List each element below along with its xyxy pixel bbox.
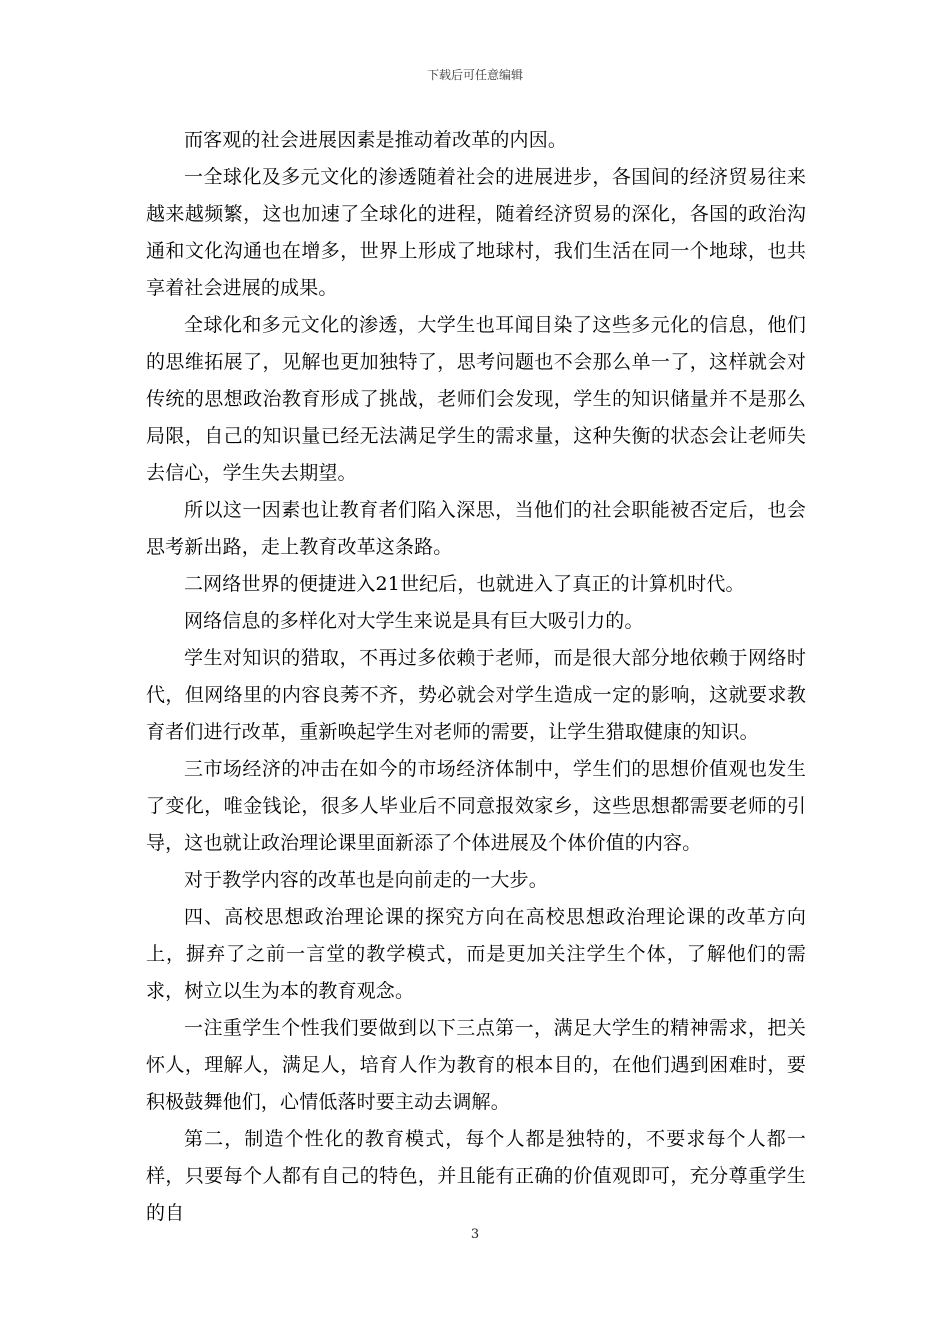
paragraph: 一注重学生个性我们要做到以下三点第一，满足大学生的精神需求，把关怀人，理解人，满足人，培育人作为教育的根本目的，在他们遇到困难时，要积极鼓舞他们，心情低落时要主动去调解。 — [146, 1017, 806, 1113]
paragraph: 所以这一因素也让教育者们陷入深思，当他们的社会职能被否定后，也会思考新出路，走上教育改革这条路。 — [146, 499, 806, 558]
paragraph: 对于教学内容的改革也是向前走的一大步。 — [184, 869, 548, 891]
document-body — [146, 122, 806, 1232]
paragraph: 全球化和多元文化的渗透，大学生也耳闻目染了这些多元化的信息，他们的思维拓展了，见解也更加独特了，思考问题也不会那么单一了，这样就会对传统的思想政治教育形成了挑战，老师们会发现，学生的知识储量并不是那么局限，自己的知识量已经无法满足学生的需求量，这种失衡的状态会让老师失去信心，学生失去期望。 — [146, 314, 806, 484]
paragraph: 四、高校思想政治理论课的探究方向在高校思想政治理论课的改革方向上，摒弃了之前一言堂的教学模式，而是更加关注学生个体，了解他们的需求，树立以生为本的教育观念。 — [146, 906, 806, 1002]
paragraph: 一全球化及多元文化的渗透随着社会的进展进步，各国间的经济贸易往来越来越频繁，这也加速了全球化的进程，随着经济贸易的深化，各国的政治沟通和文化沟通也在增多，世界上形成了地球村，我们生活在同一个地球，也共享着社会进展的成果。 — [146, 166, 806, 299]
page-header: 下载后可任意编辑 — [426, 68, 523, 82]
paragraph: 学生对知识的猎取，不再过多依赖于老师，而是很大部分地依赖于网络时代，但网络里的内容良莠不齐，势必就会对学生造成一定的影响，这就要求教育者们进行改革，重新唤起学生对老师的需要，让学生猎取健康的知识。 — [146, 647, 806, 743]
paragraph: 而客观的社会进展因素是推动着改革的内因。 — [184, 129, 568, 151]
paragraph: 二网络世界的便捷进入21世纪后，也就进入了真正的计算机时代。 — [184, 573, 745, 595]
paragraph: 三市场经济的冲击在如今的市场经济体制中，学生们的思想价值观也发生了变化，唯金钱论，很多人毕业后不同意报效家乡，这些思想都需要老师的引导，这也就让政治理论课里面新添了个体进展及个体价值的内容。 — [146, 758, 806, 854]
paragraph: 网络信息的多样化对大学生来说是具有巨大吸引力的。 — [184, 610, 644, 632]
page-number: 3 — [470, 1227, 480, 1242]
paragraph: 第二，制造个性化的教育模式，每个人都是独特的，不要求每个人都一样，只要每个人都有自己的特色，并且能有正确的价值观即可，充分尊重学生的自 — [146, 1128, 806, 1224]
